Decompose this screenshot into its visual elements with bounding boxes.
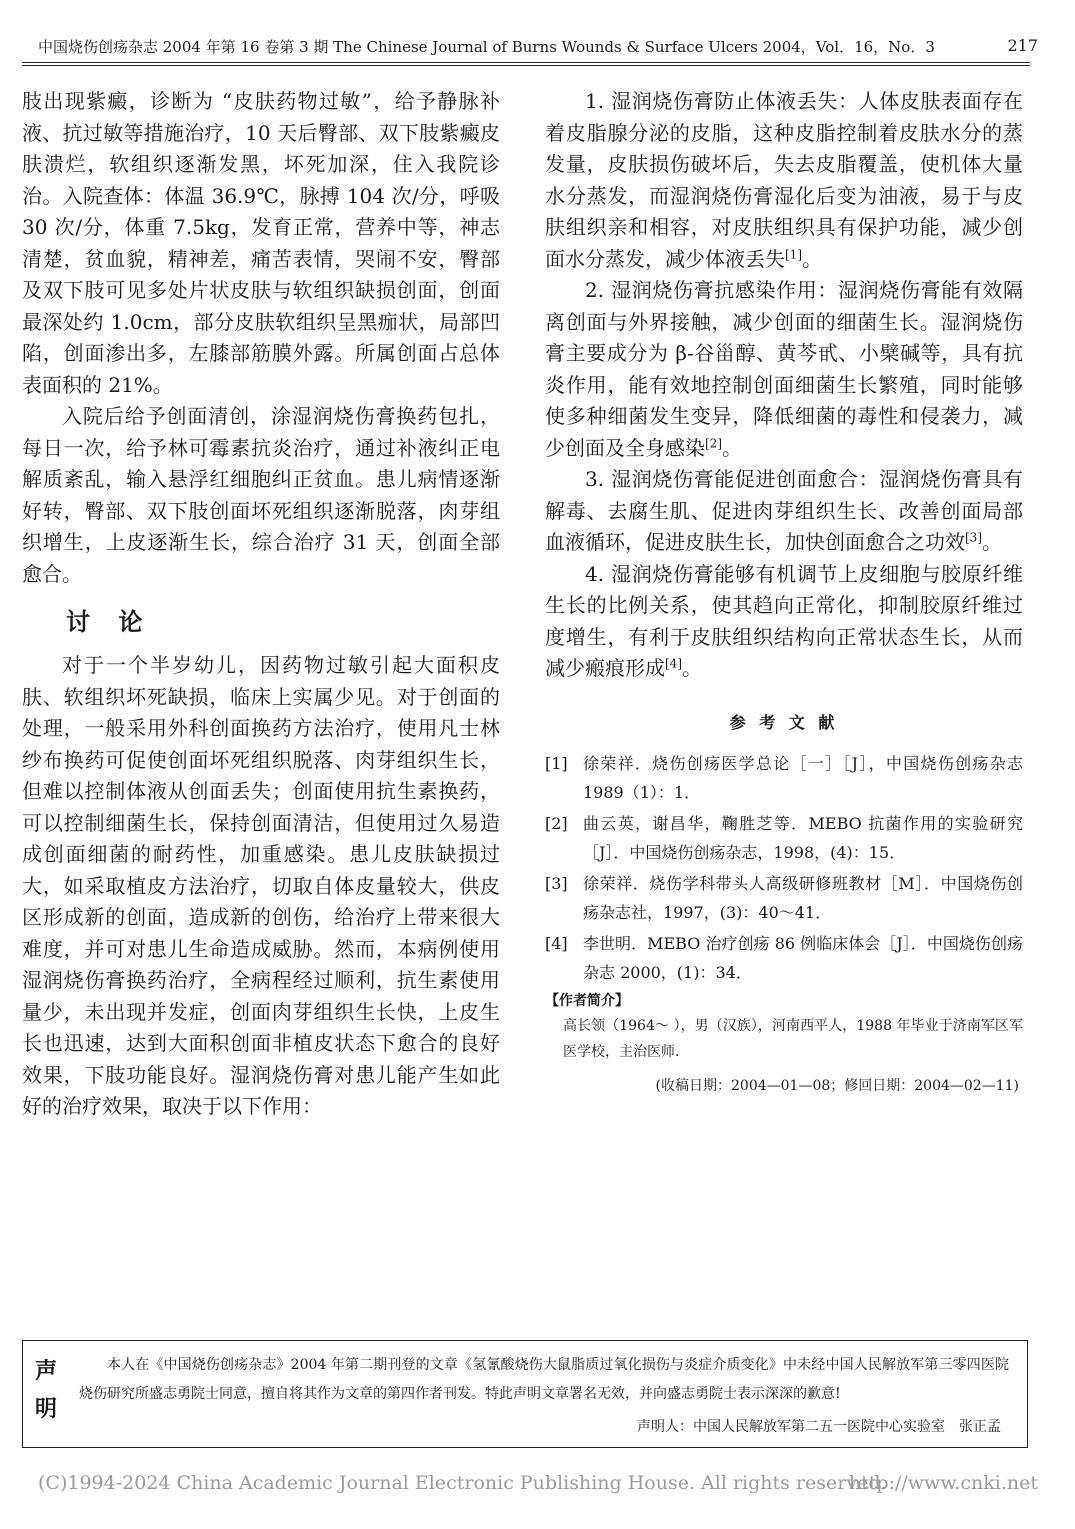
citation-4[interactable]: [4] <box>665 656 682 671</box>
page-number: 217 <box>1007 36 1038 55</box>
citation-2[interactable]: [2] <box>705 435 722 450</box>
received-revised-dates: (收稿日期：2004—01—08；修回日期：2004—02—11) <box>655 1077 1019 1094</box>
effect-end-4: 。 <box>682 656 702 680</box>
section-heading-discussion: 讨 论 <box>66 608 153 636</box>
header-rule-bottom <box>22 65 1030 66</box>
effect-text-1: 1. 湿润烧伤膏防止体液丢失：人体皮肤表面存在着皮脂腺分泌的皮脂，这种皮脂控制着皮肤水分的蒸发量，皮肤损伤破坏后，失去皮脂覆盖，使机体大量水分蒸发，而湿润烧伤膏湿化后变为油液，易于与皮肤组织亲和相容，对皮肤组织具有保护功能，减少创面水分蒸发，减少体液丢失 <box>545 89 1023 271</box>
copyright-text: (C)1994-2024 China Academic Journal Electronic Publishing House. All rights reserved. <box>38 1472 887 1494</box>
declaration-box <box>22 1340 1028 1448</box>
citation-3[interactable]: [3] <box>965 530 982 545</box>
running-header <box>38 36 1038 62</box>
reference-text: 徐荣祥．烧伤创疡医学总论［一］［J］，中国烧伤创疡杂志 1989（1）：1． <box>583 753 1023 802</box>
effect-paragraph-1 <box>545 86 1023 275</box>
case-paragraph-1: 肢出现紫癜，诊断为 “皮肤药物过敏”，给予静脉补液、抗过敏等措施治疗，10 天后臀部、双下肢紫癜皮肤溃烂，软组织逐渐发黑，坏死加深，住入我院诊治。入院查体：体温 36.9℃，脉搏 104 次/分，呼吸 30 次/分，体重 7.5kg，发育正常，营养中等，神志清楚，贫血貌，精神差，痛苦表情，哭闹不安，臀部及双下肢可见多处片状皮肤与软组织缺损创面，创面最深处约 1.0cm，部分皮肤软组织呈黑痂状，局部凹陷，创面渗出多，左膝部筋膜外露。所属创面占总体表面积的 21%。 <box>22 89 500 397</box>
effect-paragraph-2 <box>545 275 1023 464</box>
reference-item <box>545 869 1023 927</box>
references-heading: 参 考 文 献 <box>729 712 839 732</box>
case-paragraph-2: 入院后给予创面清创，涂湿润烧伤膏换药包扎，每日一次，给予林可霉素抗炎治疗，通过补液纠正电解质紊乱，输入悬浮红细胞纠正贫血。患儿病情逐渐好转，臀部、双下肢创面坏死组织逐渐脱落，肉芽组织增生，上皮逐渐生长，综合治疗 31 天，创面全部愈合。 <box>22 404 500 586</box>
reference-item <box>545 749 1023 807</box>
author-intro-heading: 【作者简介】 <box>545 992 629 1009</box>
effect-end-2: 。 <box>722 435 742 460</box>
effect-paragraph-4 <box>545 559 1023 685</box>
right-column <box>545 86 1023 1099</box>
left-column <box>22 86 500 1123</box>
footer-url[interactable]: http://www.cnki.net <box>848 1472 1038 1494</box>
reference-number: [3] <box>545 873 568 893</box>
copyright-footer <box>38 1472 1038 1502</box>
reference-item <box>545 929 1023 987</box>
declaration-text: 本人在《中国烧伤创疡杂志》2004 年第二期刊登的文章《氢氰酸烧伤大鼠脂质过氧化损伤与炎症介质变化》中未经中国人民解放军第三零四医院烧伤研究所盛志勇院士同意，擅自将其作为文章的第四作者刊发。特此声明文章署名无效，并向盛志勇院士表示深深的歉意! <box>79 1357 1009 1402</box>
reference-number: [1] <box>545 753 568 773</box>
reference-text: 李世明．MEBO 治疗创疡 86 例临床体会［J］．中国烧伤创疡杂志 2000，(1)：34． <box>583 933 1023 982</box>
journal-citation-line: 中国烧伤创疡杂志 2004 年第 16 卷第 3 期 The Chinese Journal of Burns Wounds & Surface Ulcers 2004，Vol．16，No．3 <box>38 38 935 56</box>
header-rule-top <box>22 62 1030 63</box>
discussion-paragraph: 对于一个半岁幼儿，因药物过敏引起大面积皮肤、软组织坏死缺损，临床上实属少见。对于创面的处理，一般采用外科创面换药方法治疗，使用凡士林纱布换药可促使创面坏死组织脱落、肉芽组织生长，但难以控制体液从创面丢失；创面使用抗生素换药，可以控制细菌生长，保持创面清洁，但使用过久易造成创面细菌的耐药性，加重感染。患儿皮肤缺损过大，如采取植皮方法治疗，切取自体皮量较大，供皮区形成新的创面，造成新的创伤，给治疗上带来很大难度，并可对患儿生命造成威胁。然而，本病例使用湿润烧伤膏换药治疗，全病程经过顺利，抗生素使用量少，未出现并发症，创面肉芽组织生长快，上皮生长也迅速，达到大面积创面非植皮状态下愈合的良好效果，下肢功能良好。湿润烧伤膏对患儿能产生如此好的治疗效果，取决于以下作用： <box>22 653 500 1118</box>
declaration-side-label <box>31 1353 61 1429</box>
effect-text-2: 2. 湿润烧伤膏抗感染作用：湿润烧伤膏能有效隔离创面与外界接触，减少创面的细菌生长。湿润烧伤膏主要成分为 β-谷甾醇、黄芩甙、小檗碱等，具有抗炎作用，能有效地控制创面细菌生长繁殖，同时能够使多种细菌发生变异，降低细菌的毒性和侵袭力，减少创面及全身感染 <box>545 278 1023 460</box>
effect-end-3: 。 <box>982 530 1002 554</box>
effect-paragraph-3 <box>545 464 1023 559</box>
reference-item <box>545 809 1023 867</box>
reference-number: [2] <box>545 813 568 833</box>
declaration-side-char-2: 明 <box>34 1397 57 1422</box>
reference-number: [4] <box>545 933 568 953</box>
declaration-side-char-1: 声 <box>34 1359 57 1384</box>
citation-1[interactable]: [1] <box>785 246 802 261</box>
reference-text: 徐荣祥．烧伤学科带头人高级研修班教材［M］．中国烧伤创疡杂志社，1997，(3)：40～41． <box>583 873 1023 922</box>
reference-text: 曲云英，谢昌华，鞠胜芝等．MEBO 抗菌作用的实验研究［J］．中国烧伤创疡杂志，1998，(4)：15． <box>583 813 1023 862</box>
declaration-signature: 声明人：中国人民解放军第二五一医院中心实验室 张正孟 <box>637 1419 1001 1435</box>
effect-text-4: 4. 湿润烧伤膏能够有机调节上皮细胞与胶原纤维生长的比例关系，使其趋向正常化，抑制胶原纤维过度增生，有利于皮肤组织结构向正常状态生长，从而减少瘢痕形成 <box>545 561 1023 680</box>
effect-text-3: 3. 湿润烧伤膏能促进创面愈合：湿润烧伤膏具有解毒、去腐生肌、促进肉芽组织生长、改善创面局部血液循环，促进皮肤生长，加快创面愈合之功效 <box>545 467 1023 554</box>
effect-end-1: 。 <box>802 246 822 271</box>
author-bio: 高长领（1964～ ），男（汉族），河南西平人，1988 年毕业于济南军区军医学校，主治医师． <box>563 1017 1023 1060</box>
